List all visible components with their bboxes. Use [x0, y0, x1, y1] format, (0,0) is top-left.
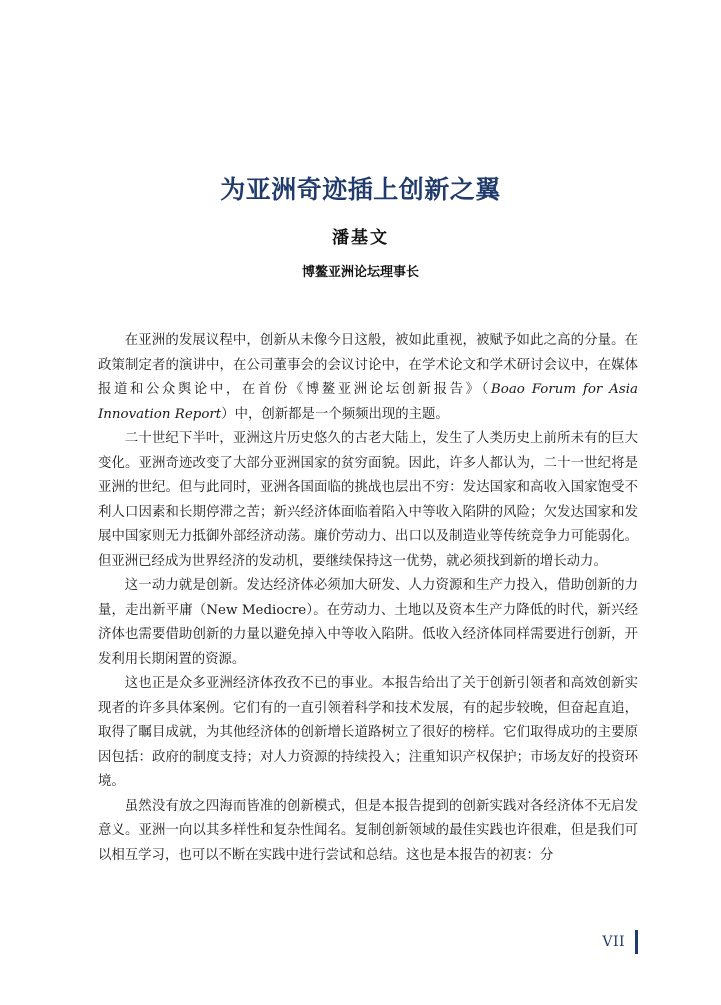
page-number: VII — [602, 934, 625, 950]
paragraph-3: 这一动力就是创新。发达经济体必须加大研发、人力资源和生产力投入，借助创新的力量，走出新平庸（New Mediocre）。在劳动力、土地以及资本生产力降低的时代，新兴经济体也需要借助创新的力量以避免掉入中等收入陷阱。低收入经济体同样需要进行创新，开发利用长期闲置的资源。 — [98, 578, 638, 667]
paragraph-4: 这也正是众多亚洲经济体孜孜不已的事业。本报告给出了关于创新引领者和高效创新实现者的许多具体案例。它们有的一直引领着科学和技术发展，有的起步较晚，但奋起直追，取得了瞩目成就，为其他经济体的创新增长道路树立了很好的榜样。它们取得成功的主要原因包括：政府的制度支持；对人力资源的持续投入；注重知识产权保护；市场友好的投资环境。 — [98, 676, 638, 789]
author-affiliation: 博鳌亚洲论坛理事长 — [301, 265, 419, 280]
page-title: 为亚洲奇迹插上创新之翼 — [220, 175, 501, 204]
author-name: 潘基文 — [332, 228, 389, 248]
page-footer — [602, 930, 638, 954]
page-number-bar — [635, 930, 638, 954]
body-text — [98, 329, 638, 868]
paragraph-1 — [98, 329, 638, 427]
paragraph-1-text: 在亚洲的发展议程中，创新从未像今日这般，被如此重视，被赋予如此之高的分量。在政策制定者的演讲中，在公司董事会的会议讨论中，在学术论文和学术研讨会议中，在媒体报道和公众舆论中，在首份《博鳌亚洲论坛创新报告》（ — [98, 333, 638, 397]
paragraph-1-text-end: ）中，创新都是一个频频出现的主题。 — [221, 406, 449, 422]
report-english-title: Boao Forum for Asia Innovation Report — [98, 382, 638, 422]
paragraph-5: 虽然没有放之四海而皆准的创新模式，但是本报告提到的创新实践对各经济体不无启发意义。亚洲一向以其多样性和复杂性闻名。复制创新领域的最佳实践也许很难，但是我们可以相互学习，也可以不断在实践中进行尝试和总结。这也是本报告的初衷：分 — [98, 798, 638, 863]
paragraph-2: 二十世纪下半叶，亚洲这片历史悠久的古老大陆上，发生了人类历史上前所未有的巨大变化。亚洲奇迹改变了大部分亚洲国家的贫穷面貌。因此，许多人都认为，二十一世纪将是亚洲的世纪。但与此同时，亚洲各国面临的挑战也层出不穷：发达国家和高收入国家饱受不利人口因素和长期停滞之苦；新兴经济体面临着陷入中等收入陷阱的风险；欠发达国家和发展中国家则无力抵御外部经济动荡。廉价劳动力、出口以及制造业等传统竞争力可能弱化。但亚洲已经成为世界经济的发动机，要继续保持这一优势，就必须找到新的增长动力。 — [98, 431, 638, 569]
